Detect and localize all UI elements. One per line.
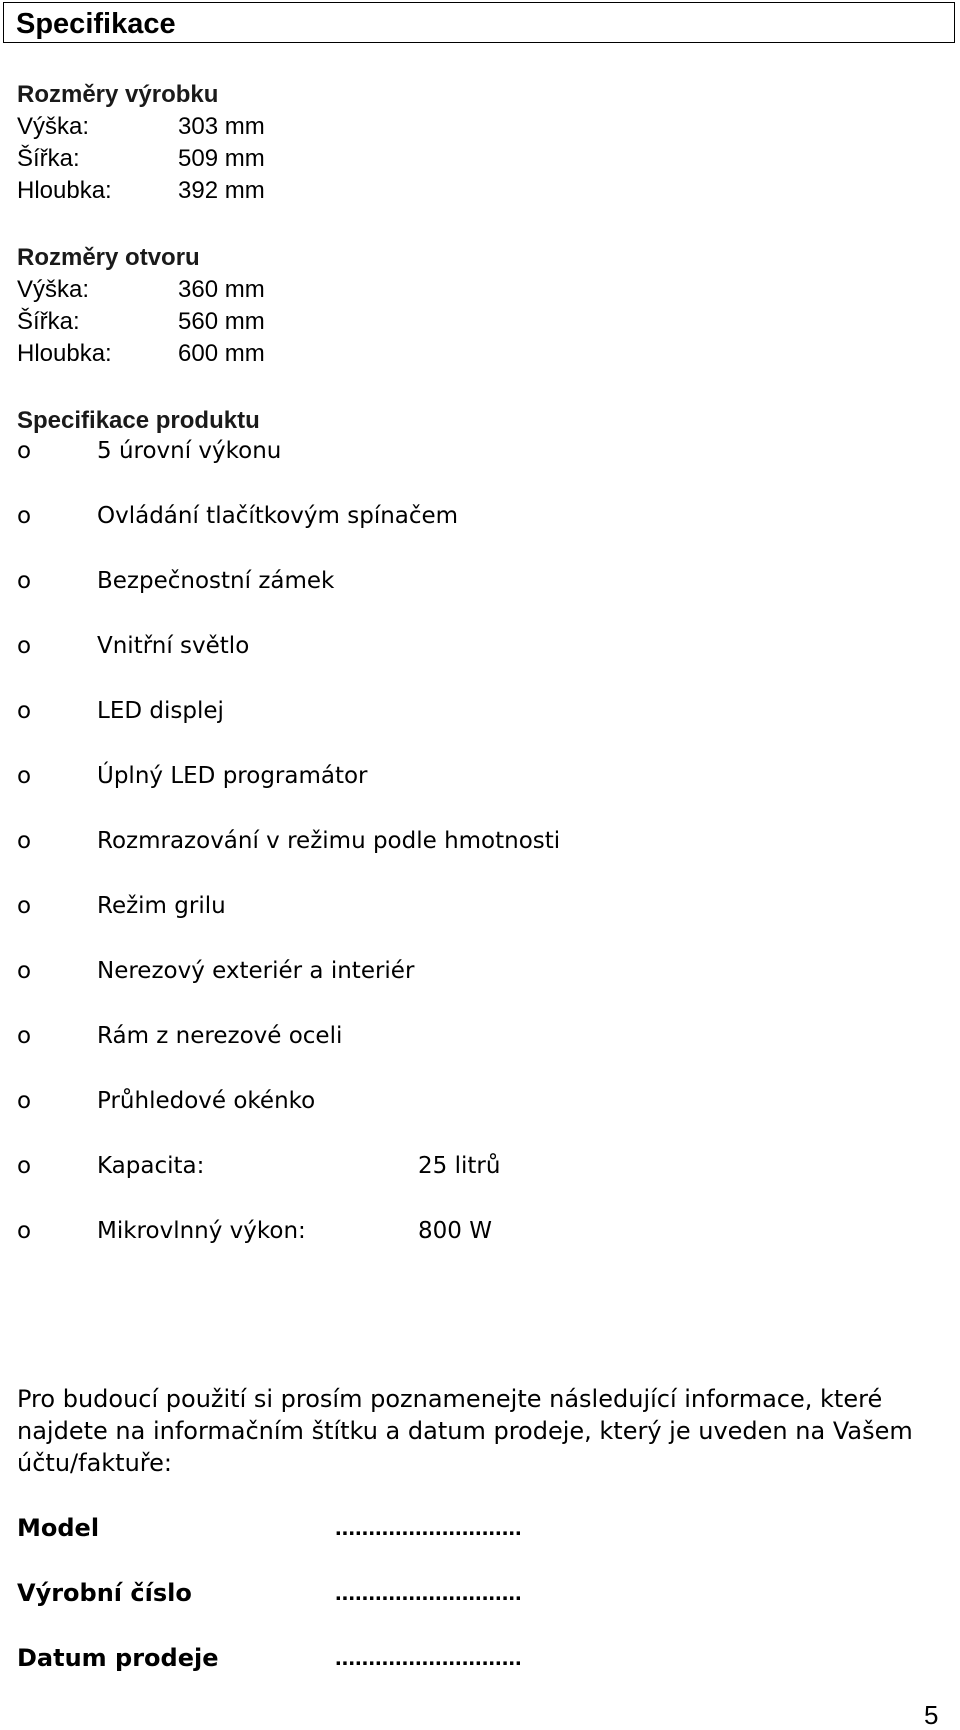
info-note: Pro budoucí použití si prosím poznamenejte následující informace, které najdete na informačním štítku a datum prodeje, který je uveden na Vašem účtu/faktuře: xyxy=(17,1385,913,1477)
dimension-value: 509 mm xyxy=(178,145,265,172)
model-field xyxy=(17,1512,522,1544)
opening-dimensions-heading: Rozměry otvoru xyxy=(17,244,200,271)
list-item-value: 25 litrů xyxy=(418,1153,501,1179)
dimension-row xyxy=(17,338,265,370)
product-dimensions-heading: Rozměry výrobku xyxy=(17,81,219,108)
sale-date-field xyxy=(17,1642,522,1674)
bullet-icon: o xyxy=(17,503,32,529)
product-spec-section xyxy=(17,405,260,437)
dimension-row xyxy=(17,274,265,306)
list-item-text: Průhledové okénko xyxy=(97,1088,316,1114)
dimension-label: Výška: xyxy=(17,276,90,303)
bullet-icon: o xyxy=(17,1153,32,1179)
list-item-text: Mikrovlnný výkon: xyxy=(97,1218,306,1244)
list-item-text: Rozmrazování v režimu podle hmotnosti xyxy=(97,828,561,854)
page-title: Specifikace xyxy=(3,2,955,43)
list-item-text: Úplný LED programátor xyxy=(97,763,368,789)
field-dots: ............................ xyxy=(335,1514,522,1541)
dimension-value: 303 mm xyxy=(178,113,265,140)
field-dots: ............................ xyxy=(335,1644,522,1671)
bullet-icon: o xyxy=(17,1088,32,1114)
list-item-text: Ovládání tlačítkovým spínačem xyxy=(97,503,459,529)
dimension-label: Šířka: xyxy=(17,308,80,335)
field-label: Model xyxy=(17,1514,100,1542)
list-item-text: Rám z nerezové oceli xyxy=(97,1023,343,1049)
dimension-label: Výška: xyxy=(17,113,90,140)
opening-dimensions-section xyxy=(17,242,265,370)
serial-number-field xyxy=(17,1577,522,1609)
bullet-icon: o xyxy=(17,1218,32,1244)
list-item-text: LED displej xyxy=(97,698,224,724)
bullet-icon: o xyxy=(17,1023,32,1049)
dimension-value: 392 mm xyxy=(178,177,265,204)
bullet-icon: o xyxy=(17,893,32,919)
list-item-text: Kapacita: xyxy=(97,1153,205,1179)
page-number: 5 xyxy=(924,1700,939,1730)
bullet-icon: o xyxy=(17,438,32,464)
list-item-value: 800 W xyxy=(418,1218,492,1244)
dimension-row xyxy=(17,143,265,175)
bullet-icon: o xyxy=(17,568,32,594)
list-item-text: Nerezový exteriér a interiér xyxy=(97,958,415,984)
bullet-icon: o xyxy=(17,698,32,724)
dimension-value: 360 mm xyxy=(178,276,265,303)
bullet-icon: o xyxy=(17,763,32,789)
field-dots: ............................ xyxy=(335,1579,522,1606)
dimension-value: 560 mm xyxy=(178,308,265,335)
dimension-label: Hloubka: xyxy=(17,177,112,204)
bullet-icon: o xyxy=(17,633,32,659)
product-dimensions-section xyxy=(17,79,265,207)
dimension-row xyxy=(17,111,265,143)
field-label: Datum prodeje xyxy=(17,1644,219,1672)
list-item-text: 5 úrovní výkonu xyxy=(97,438,282,464)
dimension-label: Šířka: xyxy=(17,145,80,172)
dimension-label: Hloubka: xyxy=(17,340,112,367)
field-label: Výrobní číslo xyxy=(17,1579,192,1607)
bullet-icon: o xyxy=(17,958,32,984)
list-item-text: Bezpečnostní zámek xyxy=(97,568,335,594)
dimension-row xyxy=(17,175,265,207)
list-item-text: Vnitřní světlo xyxy=(97,633,250,659)
dimension-row xyxy=(17,306,265,338)
dimension-value: 600 mm xyxy=(178,340,265,367)
product-spec-heading: Specifikace produktu xyxy=(17,407,260,434)
list-item-text: Režim grilu xyxy=(97,893,226,919)
bullet-icon: o xyxy=(17,828,32,854)
